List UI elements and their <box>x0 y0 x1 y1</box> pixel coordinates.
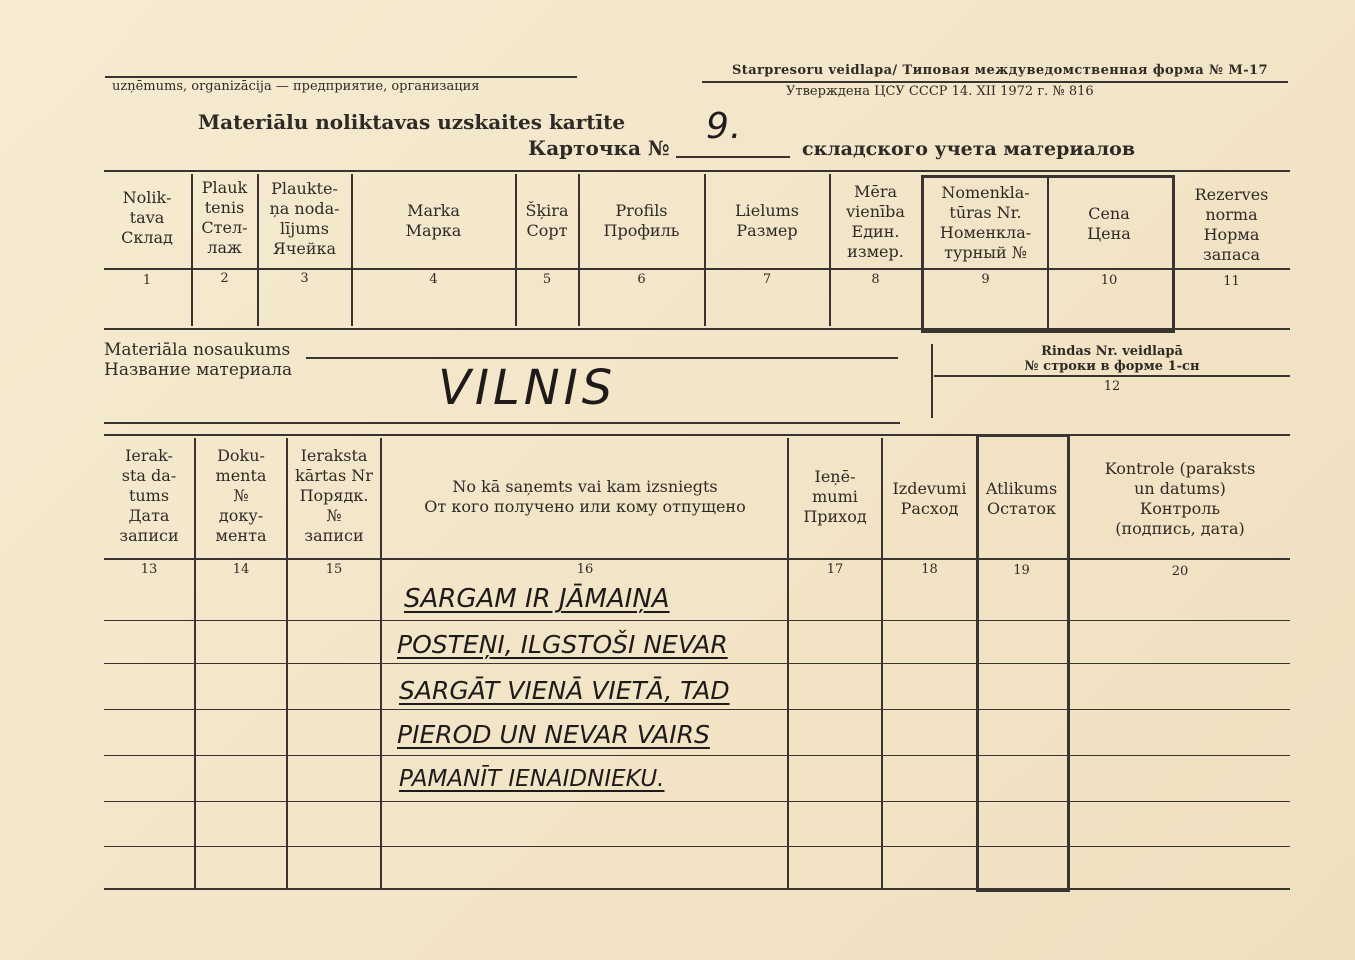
col-label-text: Ieraksta kārtas Nr Порядк. № записи <box>295 446 373 545</box>
col-label-text: Plauk tenis Стел- лаж <box>201 178 248 257</box>
card-number-line <box>676 156 790 158</box>
col-label-text: Šķira Сорт <box>525 201 569 240</box>
col-label-text: Ierak- sta da- tums Дата записи <box>119 446 179 545</box>
col-label-text: Profils Профиль <box>603 201 680 240</box>
col-6-num: 6 <box>637 272 646 287</box>
top-col-divider <box>351 174 353 326</box>
card-label-ru: Карточка № <box>528 136 670 160</box>
entry-line-3[interactable]: SARGĀT VIENĀ VIETĀ, TAD <box>399 676 730 705</box>
form-title: Starpresoru veidlapa/ Типовая междуведомственная форма № М-17 <box>732 63 1268 78</box>
col-17-num: 17 <box>826 562 844 577</box>
col-14-label <box>196 446 286 546</box>
col-label-text: Cena Цена <box>1087 204 1131 243</box>
col-16-num: 16 <box>576 562 594 577</box>
col-10-num: 10 <box>1100 273 1118 288</box>
col-1-label <box>104 188 190 248</box>
col-13-num: 13 <box>140 562 158 577</box>
table-row-line <box>104 801 1290 802</box>
table-row-line <box>104 709 1290 710</box>
row-number-divider <box>931 344 933 418</box>
row-label-ru: № строки в форме 1-сн <box>1024 359 1200 374</box>
col-label-text: Kontrole (paraksts un datums) Контроль (подпись, дата) <box>1104 459 1256 538</box>
org-label: uzņēmums, organizācija — предприятие, организация <box>112 79 480 94</box>
col-18-num: 18 <box>921 562 938 577</box>
top-col-divider <box>515 174 517 326</box>
approved-text: Утверждена ЦСУ СССР 14. XII 1972 г. № 816 <box>786 84 1094 99</box>
table-row-line <box>104 846 1290 847</box>
material-lower-line <box>104 422 900 424</box>
entry-line-4[interactable]: PIEROD UN NEVAR VAIRS <box>397 720 710 749</box>
col-label-text: Atlikums Остаток <box>985 479 1058 518</box>
col-3-num: 3 <box>300 271 309 286</box>
col-4-label <box>352 201 515 241</box>
col-label-text: Mēra vienība Един. измер. <box>846 182 905 261</box>
col-5-num: 5 <box>542 272 552 287</box>
col-label-text: Rezerves norma Норма запаса <box>1194 185 1269 264</box>
col-18-label <box>883 479 976 519</box>
top-table-top-border <box>104 170 1290 172</box>
col-label-text: Marka Марка <box>405 201 462 240</box>
col-9-label <box>924 183 1047 263</box>
col-label-text: Doku- menta № доку- мента <box>215 446 267 545</box>
col-2-num: 2 <box>220 271 229 286</box>
entry-line-5[interactable]: PAMANĪT IENAIDNIEKU. <box>399 766 665 792</box>
col-5-label <box>516 201 578 241</box>
table-row-line <box>104 755 1290 756</box>
col-20-num: 20 <box>1171 564 1189 579</box>
col-20-label <box>1070 459 1290 539</box>
col-9-num: 9 <box>981 272 990 287</box>
col-13-label <box>104 446 194 546</box>
col-label-text: Lielums Размер <box>734 201 799 240</box>
entry-line-2[interactable]: POSTEŅI, ILGSTOŠI NEVAR <box>397 630 728 659</box>
bottom-table-top-border <box>104 434 1290 436</box>
col-10-label <box>1049 204 1169 244</box>
card-title-ru: складского учета материалов <box>802 138 1136 160</box>
bottom-table-header-line <box>104 558 1290 560</box>
top-col-divider <box>704 174 706 326</box>
col-8-label <box>830 182 921 262</box>
col-4-num: 4 <box>429 272 438 287</box>
col-14-num: 14 <box>232 562 250 577</box>
material-name-line <box>306 357 898 359</box>
col-3-label <box>258 179 351 259</box>
form-title-underline <box>702 81 1288 83</box>
col-label-text: No kā saņemts vai kam izsniegts От кого получено или кому отпущено <box>424 477 746 516</box>
col-label-text: Nolik- tava Склад <box>121 188 173 247</box>
org-line <box>105 76 577 78</box>
material-label-ru: Название материала <box>104 360 293 380</box>
col-11-num: 11 <box>1223 274 1240 289</box>
col-7-num: 7 <box>762 272 772 287</box>
col-7-label <box>705 201 829 241</box>
entry-line-1[interactable]: SARGAM IR JĀMAIŅA <box>404 584 670 614</box>
table-row-line <box>104 663 1290 664</box>
material-label-lv: Materiāla nosaukums <box>104 340 291 360</box>
card-title-lv: Materiālu noliktavas uzskaites kartīte <box>198 110 626 134</box>
row-label-line <box>934 375 1290 377</box>
col-15-num: 15 <box>325 562 343 577</box>
col-17-label <box>789 467 881 527</box>
col-6-label <box>579 201 704 241</box>
col-8-num: 8 <box>871 272 880 287</box>
col-15-label <box>288 446 380 546</box>
col-label-text: Plaukte- ņa noda- lījums Ячейка <box>269 179 340 258</box>
col-16-label <box>383 477 787 517</box>
col-label-text: Nomenkla- tūras Nr. Номенкла- турный № <box>939 183 1032 262</box>
table-row-line <box>104 620 1290 621</box>
col-2-label <box>192 178 257 258</box>
material-value[interactable]: VILNIS <box>438 360 617 416</box>
col-11-label <box>1173 185 1290 265</box>
col-label-text: Izdevumi Расход <box>892 479 967 518</box>
row-num: 12 <box>1103 379 1121 394</box>
col-19-num: 19 <box>1013 563 1030 578</box>
col-1-num: 1 <box>142 273 152 288</box>
table-row-line <box>104 888 1290 890</box>
col-label-text: Ieņē- mumi Приход <box>803 467 867 526</box>
top-col-divider <box>578 174 580 326</box>
col-19-label <box>979 479 1064 519</box>
card-number[interactable]: 9. <box>706 106 743 147</box>
row-label-lv: Rindas Nr. veidlapā <box>1041 344 1183 359</box>
